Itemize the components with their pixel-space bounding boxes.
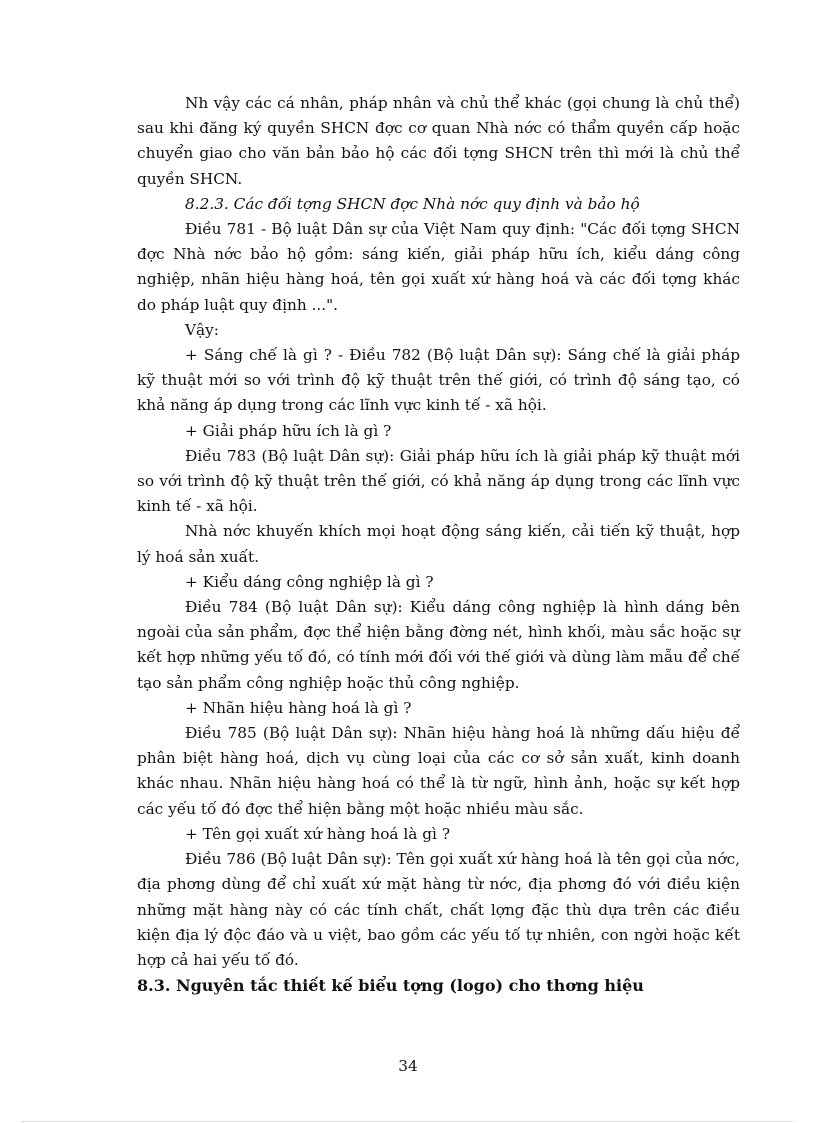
- paragraph-article-781: Điều 781 - Bộ luật Dân sự của Việt Nam quy định: "Các đối tợng SHCN đợc Nhà nớc bảo hộ gồm: sáng kiến, giải pháp hữu ích, kiểu dáng công nghiệp, nhãn hiệu hàng hoá, tên gọi xuất xứ hàng hoá và các đối tợng khác do pháp luật quy định ...".: [137, 220, 740, 314]
- paragraph-article-785: Điều 785 (Bộ luật Dân sự): Nhãn hiệu hàng hoá là những dấu hiệu để phân biệt hàng hoá, dịch vụ cùng loại của các cơ sở sản xuất, kinh doanh khác nhau. Nhãn hiệu hàng hoá có thể là từ ngữ, hình ảnh, hoặc sự kết hợp các yếu tố đó đợc thể hiện bằng một hoặc nhiều màu sắc.: [137, 724, 740, 818]
- question-nhan-hieu: + Nhãn hiệu hàng hoá là gì ?: [185, 698, 412, 717]
- footer-divider: [22, 1121, 794, 1122]
- paragraph-vay: Vậy:: [185, 320, 219, 339]
- section-heading: 8.3. Nguyên tắc thiết kế biểu tợng (logo) cho thơng hiệu: [137, 976, 644, 996]
- question-kieu-dang: + Kiểu dáng công nghiệp là gì ?: [185, 572, 434, 591]
- question-ten-goi: + Tên gọi xuất xứ hàng hoá là gì ?: [185, 824, 451, 843]
- paragraph-sang-che: + Sáng chế là gì ? - Điều 782 (Bộ luật Dân sự): Sáng chế là giải pháp kỹ thuật mới so với trình độ kỹ thuật trên thế giới, có trình độ sáng tạo, có khả năng áp dụng trong các lĩnh vực kinh tế - xã hội.: [137, 346, 740, 415]
- paragraph-article-783: Điều 783 (Bộ luật Dân sự): Giải pháp hữu ích là giải pháp kỹ thuật mới so với trình độ kỹ thuật trên thế giới, có khả năng áp dụng trong các lĩnh vực kinh tế - xã hội.: [137, 446, 740, 516]
- document-body: [137, 91, 740, 998]
- paragraph-khuyen-khich: Nhà nớc khuyến khích mọi hoạt động sáng kiến, cải tiến kỹ thuật, hợp lý hoá sản xuất.: [137, 522, 740, 566]
- paragraph-article-786: Điều 786 (Bộ luật Dân sự): Tên gọi xuất xứ hàng hoá là tên gọi của nớc, địa phơng dùng để chỉ xuất xứ mặt hàng từ nớc, địa phơng đó với điều kiện những mặt hàng này có các tính chất, chất lợng đặc thù dựa trên các điều kiện địa lý độc đáo và u việt, bao gồm các yếu tố tự nhiên, con ngời hoặc kết hợp cả hai yếu tố đó.: [137, 850, 740, 969]
- subsection-heading: 8.2.3. Các đối tợng SHCN đợc Nhà nớc quy định và bảo hộ: [185, 194, 640, 213]
- question-giai-phap: + Giải pháp hữu ích là gì ?: [185, 421, 392, 440]
- page-number: 34: [398, 1057, 418, 1075]
- paragraph-article-784: Điều 784 (Bộ luật Dân sự): Kiểu dáng công nghiệp là hình dáng bên ngoài của sản phẩm, đợc thể hiện bằng đờng nét, hình khối, màu sắc hoặc sự kết hợp những yếu tố đó, có tính mới đối với thế giới và dùng làm mẫu để chế tạo sản phẩm công nghiệp hoặc thủ công nghiệp.: [137, 598, 740, 692]
- paragraph-intro: Nh vậy các cá nhân, pháp nhân và chủ thể khác (gọi chung là chủ thể) sau khi đăng ký quyền SHCN đợc cơ quan Nhà nớc có thẩm quyền cấp hoặc chuyển giao cho văn bản bảo hộ các đối tợng SHCN trên thì mới là chủ thể quyền SHCN.: [137, 94, 740, 188]
